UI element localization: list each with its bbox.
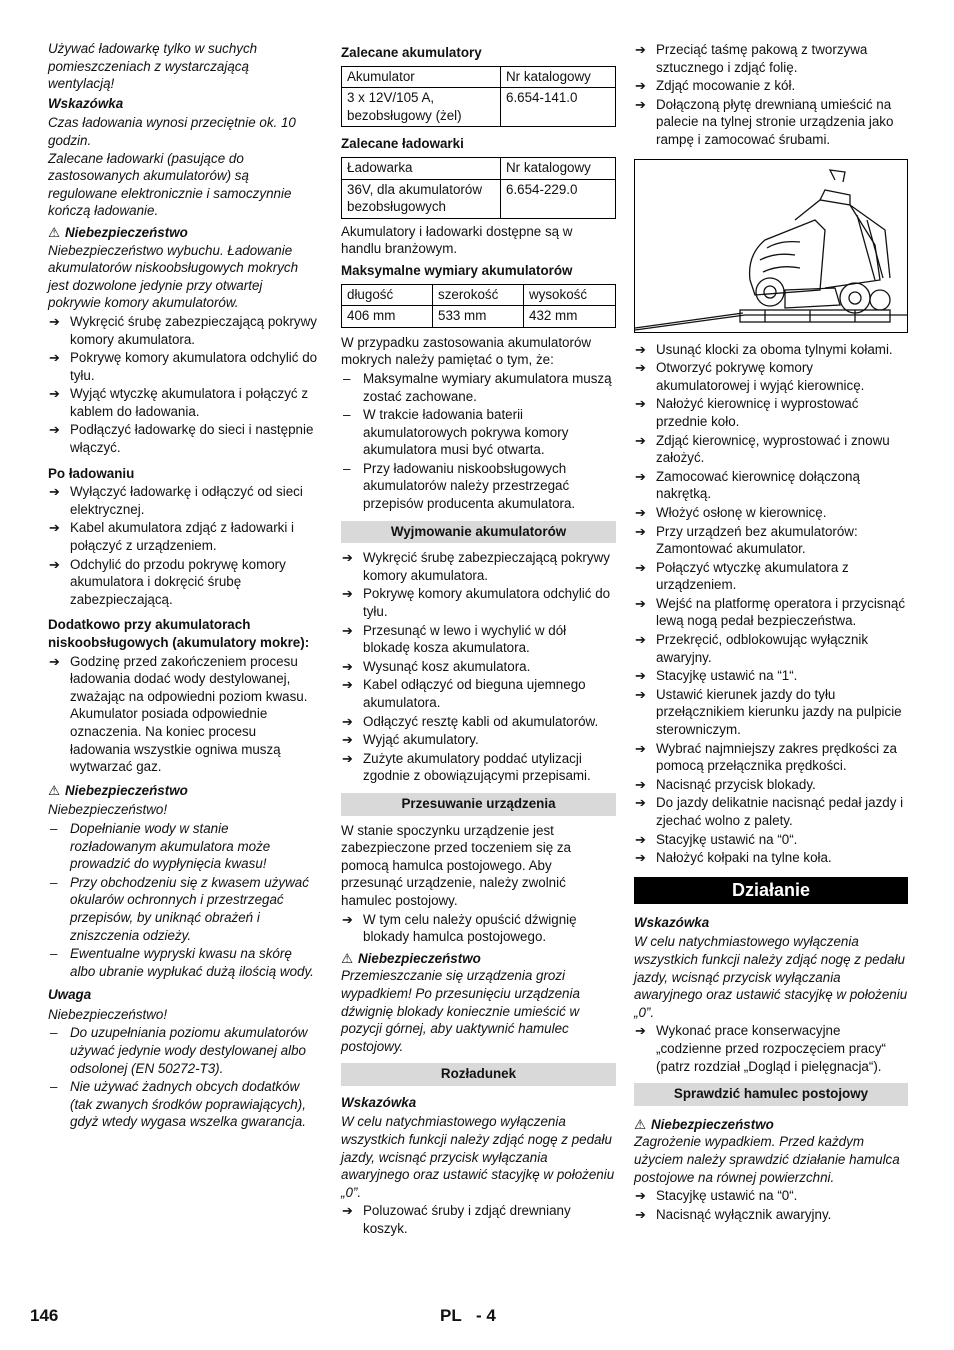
note-text: Zalecane ładowarki (pasujące do zastosowanych akumulatorów) są regulowane elektronicznie i samoczynnie kończą ładowanie. — [48, 150, 292, 219]
list-item: ➔ Kabel odłączyć od bieguna ujemnego akumulatora. — [341, 676, 616, 711]
list-item: ➔ Usunąć klocki za oboma tylnymi kołami. — [634, 341, 908, 359]
section-bar-parking-brake: Sprawdzić hamulec postojowy — [634, 1083, 908, 1106]
danger-title: ⚠ Niebezpieczeństwo — [341, 950, 481, 966]
table-cell: Nr katalogowy — [501, 66, 616, 88]
note-text: W celu natychmiastowego wyłączenia wszystkich funkcji należy zdjąć nogę z pedału jazdy, wcisnąć przycisk wyłączania awaryjnego oraz ustawić stacyjkę w położeniu „0”. — [634, 934, 908, 1020]
page-number: 146 — [30, 1306, 59, 1325]
list-item: – Do uzupełniania poziomu akumulatorów używać jedynie wody destylowanej albo odsolonej (EN 50272-T3). — [48, 1024, 318, 1077]
list-item: ➔ Przy urządzeń bez akumulatorów: Zamontować akumulator. — [634, 523, 908, 558]
list-item: – Przy obchodzeniu się z kwasem używać okularów ochronnych i przestrzegać przepisów, by uniknąć obrażeń i zniszczenia odzieży. — [48, 874, 318, 944]
list-item: – W trakcie ładowania baterii akumulatorowych pokrywa komory akumulatora musi być otwarta. — [341, 406, 616, 459]
list-item: ➔ Ustawić kierunek jazdy do tyłu przełącznikiem kierunku jazdy na pulpicie sterowniczym. — [634, 686, 908, 739]
list-item: ➔ Godzinę przed zakończeniem procesu ładowania dodać wody destylowanej, zważając na odpowiedni poziom kwasu. Akumulator posiada odpowiednie oznaczenia. Na koniec procesu ładowania wszystkie ogniwa muszą wytwarzać gaz. — [48, 653, 318, 776]
list-item: ➔ Wejść na platformę operatora i przycisnąć lewą nogą pedał bezpieczeństwa. — [634, 595, 908, 630]
list-item: ➔ Zużyte akumulatory poddać utylizacji zgodnie z obowiązującymi przepisami. — [341, 750, 616, 785]
batteries-table — [341, 66, 616, 128]
danger-title: ⚠ Niebezpieczeństwo — [48, 782, 188, 798]
list-item: ➔ Wykręcić śrubę zabezpieczającą pokrywy komory akumulatora. — [48, 313, 318, 348]
wet-intro-text: W przypadku zastosowania akumulatorów mokrych należy pamiętać o tym, że: — [341, 334, 592, 368]
section-bar-unloading: Rozładunek — [341, 1063, 616, 1086]
list-item: ➔ Odchylić do przodu pokrywę komory akumulatora i dokręcić śrubę zabezpieczającą. — [48, 556, 318, 609]
list-item: – Nie używać żadnych obcych dodatków (tak zwanych środków poprawiających), gdyż wtedy wygasa wszelka gwarancja. — [48, 1078, 318, 1131]
table-cell: 6.654-141.0 — [501, 88, 616, 127]
after-charging-heading: Po ładowaniu — [48, 465, 135, 481]
caution-title: Uwaga — [48, 987, 92, 1003]
list-item: ➔ Wykonać prace konserwacyjne „codzienne przed rozpoczęciem pracy“ (patrz rozdział „Dogląd i pielęgnacja“). — [634, 1022, 908, 1075]
column-right — [634, 40, 908, 1223]
section-bar-move-device: Przesuwanie urządzenia — [341, 793, 616, 816]
list-item: ➔ Stacyjkę ustawić na “1“. — [634, 667, 908, 685]
note-title: Wskazówka — [48, 95, 124, 111]
list-item: ➔ Wysunąć kosz akumulatora. — [341, 658, 616, 676]
list-item: ➔ Zdjąć mocowanie z kół. — [634, 77, 908, 95]
wet-list — [341, 370, 616, 513]
dry-room-text: Używać ładowarkę tylko w suchych pomieszczeniach z wystarczającą wentylacją! — [48, 41, 258, 92]
table-cell: 36V, dla akumulatorów bezobsługowych — [342, 179, 501, 218]
list-item: ➔ Pokrywę komory akumulatora odchylić do tyłu. — [48, 349, 318, 384]
caution-list — [48, 1024, 318, 1131]
step-list — [48, 313, 318, 457]
list-item: ➔ Przesunąć w lewo i wychylić w dół blokadę kosza akumulatora. — [341, 622, 616, 657]
batteries-heading: Zalecane akumulatory — [341, 45, 482, 60]
sweeper-drawing — [635, 160, 908, 332]
list-item: – Dopełnianie wody w stanie rozładowanym akumulatora może prowadzić do wypłynięcia kwasu! — [48, 820, 318, 873]
table-cell: Ładowarka — [342, 157, 501, 179]
list-item: – Przy ładowaniu niskoobsługowych akumulatorów należy przestrzegać przepisów producenta akumulatora. — [341, 460, 616, 513]
footer-subpage: - 4 — [476, 1306, 496, 1325]
list-item: ➔ Wyłączyć ładowarkę i odłączyć od sieci elektrycznej. — [48, 483, 318, 518]
list-item: ➔ Wykręcić śrubę zabezpieczającą pokrywy komory akumulatora. — [341, 549, 616, 584]
footer-language: PL — [440, 1306, 462, 1325]
list-item: ➔ Odłączyć resztę kabli od akumulatorów. — [341, 713, 616, 731]
note-title: Wskazówka — [341, 1094, 417, 1110]
caution-text: Niebezpieczeństwo! — [48, 1006, 168, 1022]
wet-battery-heading: Dodatkowo przy akumulatorach niskoobsługowych (akumulatory mokre): — [48, 617, 310, 650]
table-cell: wysokość — [524, 284, 616, 306]
list-item: – Ewentualne wypryski kwasu na skórę albo ubranie wypłukać dużą ilością wody. — [48, 945, 318, 980]
table-cell: długość — [342, 284, 433, 306]
list-item: ➔ Przeciąć taśmę pakową z tworzywa sztucznego i zdjąć folię. — [634, 41, 908, 76]
list-item: ➔ Nałożyć kierownicę i wyprostować przednie koło. — [634, 395, 908, 430]
list-item: ➔ Nacisnąć przycisk blokady. — [634, 776, 908, 794]
unloading-illustration — [634, 159, 908, 333]
section-title-operation: Działanie — [634, 877, 908, 904]
list-item: ➔ Wyjąć akumulatory. — [341, 731, 616, 749]
note-title: Wskazówka — [634, 914, 710, 930]
list-item: ➔ Połączyć wtyczkę akumulatora z urządzeniem. — [634, 559, 908, 594]
list-item: ➔ Przekręcić, odblokowując wyłącznik awaryjny. — [634, 631, 908, 666]
danger-text: Niebezpieczeństwo! — [48, 802, 168, 818]
danger-text: Przemieszczanie się urządzenia grozi wypadkiem! Po przesunięciu urządzenia dźwignię blokady koniecznie umieścić w pozycji górnej, aby uaktywnić hamulec postojowy. — [341, 968, 580, 1054]
dimensions-table — [341, 284, 616, 328]
note-text: W celu natychmiastowego wyłączenia wszystkich funkcji należy zdjąć nogę z pedału jazdy, wcisnąć przycisk wyłączania awaryjnego oraz ustawić stacyjkę w położeniu „0”. — [341, 1114, 615, 1200]
list-item: ➔ Pokrywę komory akumulatora odchylić do tyłu. — [341, 585, 616, 620]
move-text: W stanie spoczynku urządzenie jest zabezpieczone przed toczeniem się za pomocą hamulca postojowego. Aby przesunąć urządzenie, należy zwolnić hamulec postojowy. — [341, 822, 572, 908]
list-item: ➔ Kabel akumulatora zdjąć z ładowarki i połączyć z urządzeniem. — [48, 519, 318, 554]
list-item: ➔ W tym celu należy opuścić dźwignię blokady hamulca postojowego. — [341, 911, 616, 946]
warning-icon: ⚠ — [341, 950, 354, 966]
table-row — [342, 179, 616, 218]
table-cell: 6.654-229.0 — [501, 179, 616, 218]
table-cell: 432 mm — [524, 306, 616, 328]
list-item: ➔ Do jazdy delikatnie nacisnąć pedał jazdy i zjechać wolno z palety. — [634, 794, 908, 829]
table-row — [342, 66, 616, 88]
list-item: ➔ Stacyjkę ustawić na “0“. — [634, 831, 908, 849]
list-item: ➔ Zamocować kierownicę dołączoną nakrętką. — [634, 468, 908, 503]
chargers-table — [341, 157, 616, 219]
step-list — [634, 41, 908, 149]
step-list — [634, 341, 908, 867]
step-list — [48, 483, 318, 608]
table-cell: 406 mm — [342, 306, 433, 328]
table-cell: 3 x 12V/105 A, bezobsługowy (żel) — [342, 88, 501, 127]
danger-title: ⚠ Niebezpieczeństwo — [634, 1116, 774, 1132]
warning-icon: ⚠ — [48, 224, 61, 240]
list-item: ➔ Poluzować śruby i zdjąć drewniany koszyk. — [341, 1202, 616, 1237]
availability-text: Akumulatory i ładowarki dostępne są w handlu branżowym. — [341, 223, 573, 257]
danger-text: Niebezpieczeństwo wybuchu. Ładowanie akumulatorów niskoobsługowych mokrych jest dozwolone jedynie przy otwartej pokrywie komory akumulatorów. — [48, 242, 299, 311]
table-cell: 533 mm — [433, 306, 524, 328]
warning-icon: ⚠ — [634, 1116, 647, 1132]
list-item: ➔ Wyjąć wtyczkę akumulatora i połączyć z kablem do ładowania. — [48, 385, 318, 420]
danger-list — [48, 820, 318, 980]
list-item: ➔ Włożyć osłonę w kierownicę. — [634, 504, 908, 522]
table-cell: szerokość — [433, 284, 524, 306]
list-item: ➔ Nałożyć kołpaki na tylne koła. — [634, 849, 908, 867]
list-item: – Maksymalne wymiary akumulatora muszą zostać zachowane. — [341, 370, 616, 405]
chargers-heading: Zalecane ładowarki — [341, 136, 464, 152]
table-row — [342, 157, 616, 179]
section-bar-remove-batteries: Wyjmowanie akumulatorów — [341, 521, 616, 544]
list-item: ➔ Nacisnąć wyłącznik awaryjny. — [634, 1206, 908, 1224]
table-row — [342, 306, 616, 328]
step-list — [341, 549, 616, 785]
column-left — [48, 40, 318, 1131]
list-item: ➔ Wybrać najmniejszy zakres prędkości za pomocą przełącznika prędkości. — [634, 740, 908, 775]
table-cell: Nr katalogowy — [501, 157, 616, 179]
dimensions-heading: Maksymalne wymiary akumulatorów — [341, 262, 573, 278]
list-item: ➔ Stacyjkę ustawić na “0“. — [634, 1187, 908, 1205]
table-cell: Akumulator — [342, 66, 501, 88]
danger-title: ⚠ Niebezpieczeństwo — [48, 224, 188, 240]
list-item: ➔ Otworzyć pokrywę komory akumulatorowej i wyjąć kierownicę. — [634, 359, 908, 394]
warning-icon: ⚠ — [48, 782, 61, 798]
note-text: Czas ładowania wynosi przeciętnie ok. 10 godzin. — [48, 115, 296, 148]
list-item: ➔ Zdjąć kierownicę, wyprostować i znowu założyć. — [634, 432, 908, 467]
danger-text: Zagrożenie wypadkiem. Przed każdym użyciem należy sprawdzić działanie hamulca postojowe na równej powierzchni. — [634, 1134, 900, 1185]
column-middle — [341, 40, 616, 1238]
list-item: ➔ Podłączyć ładowarkę do sieci i następnie włączyć. — [48, 421, 318, 456]
list-item: ➔ Dołączoną płytę drewnianą umieścić na palecie na tylnej stronie urządzenia jako rampę i zamocować śrubami. — [634, 96, 908, 149]
table-row — [342, 88, 616, 127]
table-row — [342, 284, 616, 306]
